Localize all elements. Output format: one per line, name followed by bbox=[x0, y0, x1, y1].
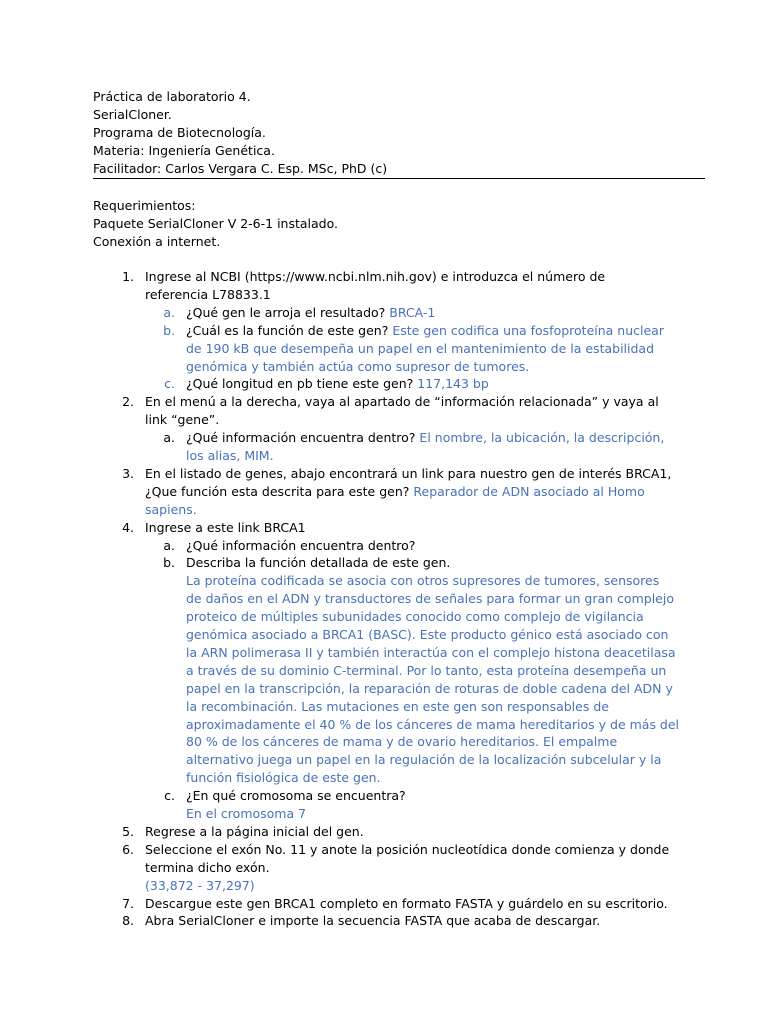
answer-text: la ARN polimerasa II y también interactúa con el complejo histona deacetilasa bbox=[186, 644, 676, 660]
question-text: Ingrese a este link BRCA1 bbox=[145, 519, 306, 535]
list-line bbox=[0, 465, 768, 483]
list-marker: 4. bbox=[122, 519, 134, 535]
answer-text: BRCA-1 bbox=[389, 304, 436, 320]
question-text: En el listado de genes, abajo encontrará un link para nuestro gen de interés BRCA1, bbox=[145, 465, 672, 481]
list-line bbox=[0, 304, 768, 322]
list-line bbox=[0, 823, 768, 841]
header-line-program: Programa de Biotecnología. bbox=[93, 125, 266, 140]
answer-text: genómica asociado a BRCA1 (BASC). Este producto génico está asociado con bbox=[186, 627, 669, 642]
list-line bbox=[0, 787, 768, 805]
list-text bbox=[186, 644, 676, 662]
list-text bbox=[186, 358, 529, 376]
answer-text: 80 % de los cánceres de mama y de ovario hereditarios. El empalme bbox=[186, 734, 618, 750]
list-line bbox=[0, 286, 768, 304]
list-marker: c. bbox=[164, 376, 175, 392]
list-text bbox=[145, 411, 219, 429]
answer-text: a través de su dominio C-terminal. Por lo tanto, esta proteína desempeña un bbox=[186, 662, 667, 678]
question-text: ¿Qué longitud en pb tiene este gen? bbox=[186, 376, 418, 392]
question-text: referencia L78833.1 bbox=[145, 286, 271, 302]
list-text bbox=[145, 895, 668, 913]
list-marker: 2. bbox=[122, 394, 134, 410]
list-text bbox=[186, 733, 617, 751]
list-line bbox=[0, 626, 768, 644]
header-line-software: SerialCloner. bbox=[93, 107, 172, 122]
list-marker: c. bbox=[164, 788, 175, 804]
answer-text: Este gen codifica una fosfoproteína nuclear bbox=[392, 322, 664, 338]
list-line bbox=[0, 393, 768, 411]
list-text bbox=[145, 823, 364, 841]
list-text bbox=[145, 286, 271, 304]
header-line-subject: Materia: Ingeniería Genética. bbox=[93, 143, 275, 158]
list-line bbox=[0, 268, 768, 286]
answer-text: alternativo juega un papel en la regulación de la localización subcelular y la bbox=[186, 752, 662, 768]
list-line bbox=[0, 733, 768, 751]
list-marker: 7. bbox=[122, 895, 134, 911]
list-line bbox=[0, 590, 768, 608]
list-marker: 1. bbox=[122, 269, 134, 284]
list-text bbox=[145, 483, 645, 501]
list-marker: 6. bbox=[122, 841, 134, 857]
list-text bbox=[186, 375, 489, 393]
question-text: Ingrese al NCBI (https://www.ncbi.nlm.nih.gov) e introduzca el número de bbox=[145, 269, 606, 284]
list-marker: a. bbox=[163, 430, 175, 446]
list-line bbox=[0, 662, 768, 680]
list-text bbox=[186, 698, 609, 716]
list-text bbox=[145, 859, 270, 877]
list-line bbox=[0, 751, 768, 769]
list-line bbox=[0, 769, 768, 787]
list-text bbox=[186, 447, 274, 465]
requirement-item: Paquete SerialCloner V 2-6-1 instalado. bbox=[93, 216, 339, 231]
question-text: ¿Que función esta descrita para este gen? bbox=[145, 483, 414, 499]
list-text bbox=[186, 340, 654, 358]
list-text bbox=[186, 322, 664, 340]
list-marker: a. bbox=[163, 304, 175, 320]
list-text bbox=[186, 572, 659, 590]
question-text: Regrese a la página inicial del gen. bbox=[145, 823, 364, 839]
question-text: link “gene”. bbox=[145, 412, 220, 428]
answer-text: aproximadamente el 40 % de los cánceres de mama hereditarios y de más del bbox=[186, 716, 680, 732]
question-text: ¿Cuál es la función de este gen? bbox=[186, 322, 393, 338]
list-line bbox=[0, 537, 768, 555]
answer-text: función fisiológica de este gen. bbox=[186, 770, 381, 786]
answer-text: La proteína codificada se asocia con otros supresores de tumores, sensores bbox=[186, 573, 660, 589]
requirement-item: Conexión a internet. bbox=[93, 234, 221, 249]
answer-text: la recombinación. Las mutaciones en este gen son responsables de bbox=[186, 698, 609, 714]
requirements-title: Requerimientos: bbox=[93, 198, 196, 213]
list-text bbox=[186, 304, 435, 322]
answer-text: genómica y también actúa como supresor de tumores. bbox=[186, 358, 530, 374]
list-text bbox=[145, 877, 255, 895]
list-line bbox=[0, 644, 768, 662]
list-text bbox=[186, 537, 415, 555]
answer-text: de daños en el ADN y transductores de señales para formar un gran complejo bbox=[186, 591, 674, 607]
header-line-title: Práctica de laboratorio 4. bbox=[93, 89, 251, 104]
list-text bbox=[186, 805, 306, 823]
list-line bbox=[0, 358, 768, 376]
answer-text: de 190 kB que desempeña un papel en el mantenimiento de la estabilidad bbox=[186, 340, 655, 356]
answer-text: El nombre, la ubicación, la descripción, bbox=[419, 430, 665, 446]
list-text bbox=[186, 751, 661, 769]
list-line bbox=[0, 483, 768, 501]
list-line bbox=[0, 501, 768, 519]
list-text bbox=[186, 590, 674, 608]
list-text bbox=[186, 429, 664, 447]
header-line-facilitator: Facilitador: Carlos Vergara C. Esp. MSc, PhD (c) bbox=[93, 161, 388, 176]
list-line bbox=[0, 895, 768, 913]
list-line bbox=[0, 698, 768, 716]
list-text bbox=[145, 465, 671, 483]
question-text: Seleccione el exón No. 11 y anote la posición nucleotídica donde comienza y donde bbox=[145, 841, 670, 857]
list-line bbox=[0, 805, 768, 823]
question-text: Abra SerialCloner e importe la secuencia FASTA que acaba de descargar. bbox=[145, 913, 601, 929]
list-line bbox=[0, 877, 768, 895]
requirements-section bbox=[93, 197, 705, 251]
question-text: ¿Qué información encuentra dentro? bbox=[186, 430, 420, 446]
list-line bbox=[0, 608, 768, 626]
question-text: ¿Qué gen le arroja el resultado? bbox=[186, 304, 390, 320]
list-line bbox=[0, 912, 768, 930]
list-text bbox=[186, 662, 666, 680]
question-text: termina dicho exón. bbox=[145, 859, 270, 875]
list-text bbox=[145, 519, 306, 537]
list-text bbox=[145, 841, 669, 859]
answer-text: sapiens. bbox=[145, 501, 197, 517]
list-marker: b. bbox=[163, 555, 175, 571]
list-line bbox=[0, 554, 768, 572]
list-text bbox=[145, 393, 659, 411]
list-text bbox=[145, 268, 605, 286]
answer-text: proteico de múltiples subunidades conocido como complejo de vigilancia bbox=[186, 609, 644, 625]
question-text: En el menú a la derecha, vaya al apartado de “información relacionada” y vaya al bbox=[145, 394, 659, 410]
list-marker: a. bbox=[163, 537, 175, 553]
list-line bbox=[0, 375, 768, 393]
list-line bbox=[0, 447, 768, 465]
list-text bbox=[145, 912, 600, 930]
header-divider bbox=[93, 178, 705, 179]
list-line bbox=[0, 680, 768, 698]
list-line bbox=[0, 572, 768, 590]
list-text bbox=[186, 554, 450, 572]
answer-text: papel en la transcripción, la reparación de roturas de doble cadena del ADN y bbox=[186, 680, 673, 696]
question-text: ¿En qué cromosoma se encuentra? bbox=[186, 788, 406, 804]
answer-text: En el cromosoma 7 bbox=[186, 806, 307, 821]
question-text: Describa la función detallada de este gen. bbox=[186, 555, 451, 571]
answer-text: los alias, MIM. bbox=[186, 448, 274, 463]
question-text: ¿Qué información encuentra dentro? bbox=[186, 537, 416, 553]
question-text: Descargue este gen BRCA1 completo en formato FASTA y guárdelo en su escritorio. bbox=[145, 895, 668, 911]
list-text bbox=[186, 608, 644, 626]
answer-text: Reparador de ADN asociado al Homo bbox=[413, 483, 645, 499]
list-text bbox=[186, 787, 406, 805]
list-text bbox=[186, 626, 668, 644]
list-line bbox=[0, 859, 768, 877]
list-line bbox=[0, 340, 768, 358]
list-text bbox=[186, 769, 381, 787]
list-text bbox=[186, 716, 679, 734]
document-header bbox=[93, 88, 705, 178]
list-marker: 5. bbox=[122, 823, 134, 839]
list-line bbox=[0, 322, 768, 340]
list-line bbox=[0, 519, 768, 537]
list-text bbox=[186, 680, 673, 698]
list-marker: b. bbox=[163, 322, 175, 338]
list-marker: 3. bbox=[122, 465, 134, 481]
list-line bbox=[0, 429, 768, 447]
answer-text: (33,872 - 37,297) bbox=[145, 877, 255, 893]
list-text bbox=[145, 501, 197, 519]
list-line bbox=[0, 841, 768, 859]
list-line bbox=[0, 716, 768, 734]
list-line bbox=[0, 411, 768, 429]
answer-text: 117,143 bp bbox=[417, 376, 489, 392]
list-marker: 8. bbox=[122, 913, 134, 929]
